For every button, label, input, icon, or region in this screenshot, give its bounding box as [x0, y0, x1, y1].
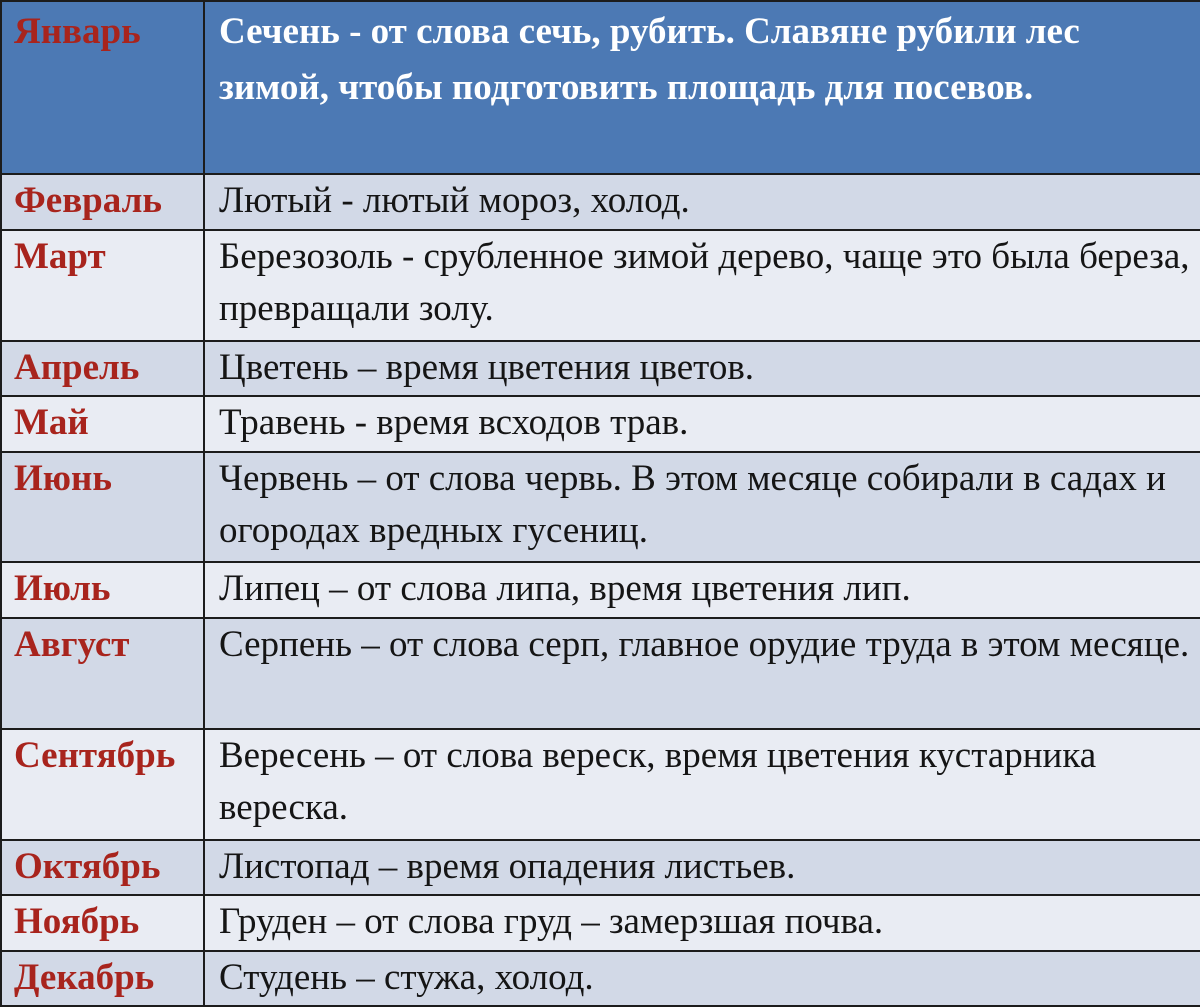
- month-name: Ноябрь: [1, 895, 204, 950]
- table-row-november: [1, 895, 1200, 950]
- month-name: Декабрь: [1, 951, 204, 1007]
- month-name: Февраль: [1, 174, 204, 229]
- table-row-october: [1, 840, 1200, 895]
- table-row-march: [1, 230, 1200, 341]
- table-row-july: [1, 562, 1200, 617]
- table-row-april: [1, 341, 1200, 396]
- month-name: Август: [1, 618, 204, 729]
- month-description: Червень – от слова червь. В этом месяце собирали в садах и огородах вредных гусениц.: [204, 452, 1200, 563]
- table-row-december: [1, 951, 1200, 1007]
- month-description: Вересень – от слова вереск, время цветения кустарника вереска.: [204, 729, 1200, 840]
- month-description: Лютый - лютый мороз, холод.: [204, 174, 1200, 229]
- month-name: Октябрь: [1, 840, 204, 895]
- month-name: Март: [1, 230, 204, 341]
- table-row-january: [1, 1, 1200, 174]
- month-description: Цветень – время цветения цветов.: [204, 341, 1200, 396]
- table-row-may: [1, 396, 1200, 451]
- table-row-september: [1, 729, 1200, 840]
- month-description: Студень – стужа, холод.: [204, 951, 1200, 1007]
- month-description: Груден – от слова груд – замерзшая почва.: [204, 895, 1200, 950]
- month-description: Липец – от слова липа, время цветения лип.: [204, 562, 1200, 617]
- month-description: Сечень - от слова сечь, рубить. Славяне рубили лес зимой, чтобы подготовить площадь для посевов.: [204, 1, 1200, 174]
- month-description: Серпень – от слова серп, главное орудие труда в этом месяце.: [204, 618, 1200, 729]
- month-name: Июнь: [1, 452, 204, 563]
- month-name: Июль: [1, 562, 204, 617]
- month-name: Январь: [1, 1, 204, 174]
- table-row-august: [1, 618, 1200, 729]
- month-name: Апрель: [1, 341, 204, 396]
- month-name: Май: [1, 396, 204, 451]
- month-description: Травень - время всходов трав.: [204, 396, 1200, 451]
- month-description: Листопад – время опадения листьев.: [204, 840, 1200, 895]
- month-name: Сентябрь: [1, 729, 204, 840]
- month-description: Березозоль - срубленное зимой дерево, чаще это была береза, превращали золу.: [204, 230, 1200, 341]
- table-row-february: [1, 174, 1200, 229]
- table-row-june: [1, 452, 1200, 563]
